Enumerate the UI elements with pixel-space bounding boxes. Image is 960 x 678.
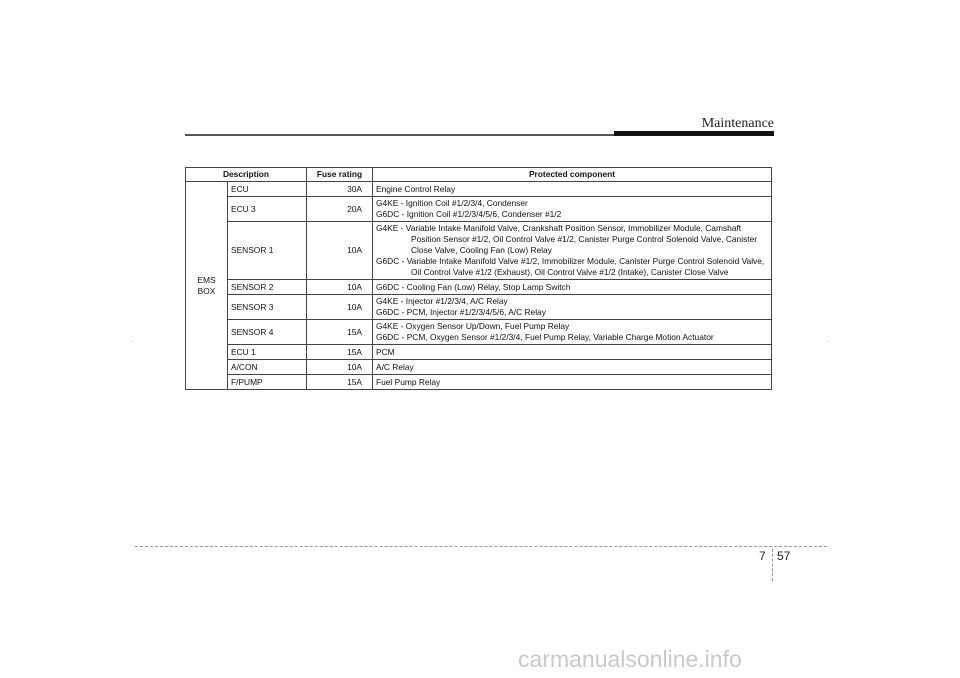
protected-component — [373, 182, 772, 197]
component-line: G4KE - Variable Intake Manifold Valve, Crankshaft Position Sensor, Immobilizer Module, Camshaft Position Sensor #1/2, Oil Control Valve #1/2, Canister Purge Control Solenoid Valve, Canister Close Valve, Cooling Fan (Low) Relay — [376, 223, 758, 255]
component-line: G6DC - Cooling Fan (Low) Relay, Stop Lamp Switch — [376, 281, 571, 292]
component-line: G6DC - Variable Intake Manifold Valve #1/2, Immobilizer Module, Canister Purge Control Solenoid Valve, Oil Control Valve #1/2 (Exhaust), Oil Control Valve #1/2 (Intake), Canister Close Valve — [376, 256, 765, 277]
page-number: 57 — [777, 549, 791, 563]
component-line: G6DC - PCM, Oxygen Sensor #1/2/3/4, Fuel Pump Relay, Variable Charge Motion Actuator — [376, 332, 714, 342]
table-header-row — [186, 168, 772, 182]
fuse-rating: 10A — [307, 295, 373, 320]
component-line: G6DC - Ignition Coil #1/2/3/4/5/6, Condenser #1/2 — [376, 209, 562, 219]
component-line: G4KE - Oxygen Sensor Up/Down, Fuel Pump Relay — [376, 321, 570, 331]
fuse-name: SENSOR 3 — [228, 295, 307, 320]
table-row — [186, 222, 772, 280]
protected-component — [373, 375, 772, 390]
fuse-name: ECU 1 — [228, 345, 307, 360]
protected-component — [373, 295, 772, 320]
fuse-rating: 15A — [307, 345, 373, 360]
component-line: PCM — [376, 346, 395, 357]
table-row — [186, 197, 772, 222]
table-row — [186, 280, 772, 295]
fuse-name: A/CON — [228, 360, 307, 375]
fuse-name: ECU — [228, 182, 307, 197]
section-title: Maintenance — [701, 116, 774, 131]
header-rule — [185, 134, 615, 136]
fuse-rating: 15A — [307, 320, 373, 345]
fuse-name: SENSOR 4 — [228, 320, 307, 345]
fuse-rating: 20A — [307, 197, 373, 222]
fuse-name: ECU 3 — [228, 197, 307, 222]
table-row — [186, 295, 772, 320]
table-row — [186, 320, 772, 345]
component-line: G4KE - Ignition Coil #1/2/3/4, Condenser — [376, 198, 528, 208]
component-line: G6DC - PCM, Injector #1/2/3/4/5/6, A/C Relay — [376, 307, 546, 317]
fuse-rating: 15A — [307, 375, 373, 390]
component-line: A/C Relay — [376, 361, 414, 372]
fuse-rating: 10A — [307, 222, 373, 280]
fuse-rating: 10A — [307, 360, 373, 375]
group-label: EMS BOX — [197, 274, 216, 296]
component-line: Fuel Pump Relay — [376, 376, 441, 387]
component-line: Engine Control Relay — [376, 183, 456, 194]
fuse-name: SENSOR 1 — [228, 222, 307, 280]
table-row — [186, 345, 772, 360]
table-row — [186, 182, 772, 197]
protected-component — [373, 345, 772, 360]
fuse-name: F/PUMP — [228, 375, 307, 390]
protected-component — [373, 320, 772, 345]
header-protected-component: Protected component — [373, 168, 772, 182]
chapter-number: 7 — [759, 549, 766, 563]
footer-rule — [135, 546, 827, 547]
fuse-rating: 30A — [307, 182, 373, 197]
fuse-table — [185, 167, 772, 390]
protected-component — [373, 280, 772, 295]
protected-component — [373, 197, 772, 222]
header-description: Description — [186, 168, 307, 182]
page-divider — [772, 549, 773, 581]
group-cell — [186, 182, 228, 390]
component-line: G4KE - Injector #1/2/3/4, A/C Relay — [376, 296, 508, 306]
crop-mark — [828, 341, 829, 342]
header-fuse-rating: Fuse rating — [307, 168, 373, 182]
crop-mark — [131, 341, 132, 342]
header-rule-accent — [614, 131, 774, 136]
table-row — [186, 360, 772, 375]
fuse-name: SENSOR 2 — [228, 280, 307, 295]
fuse-rating: 10A — [307, 280, 373, 295]
protected-component — [373, 360, 772, 375]
protected-component — [373, 222, 772, 280]
watermark: carmanualsonline.info — [518, 646, 742, 672]
table-row — [186, 375, 772, 390]
